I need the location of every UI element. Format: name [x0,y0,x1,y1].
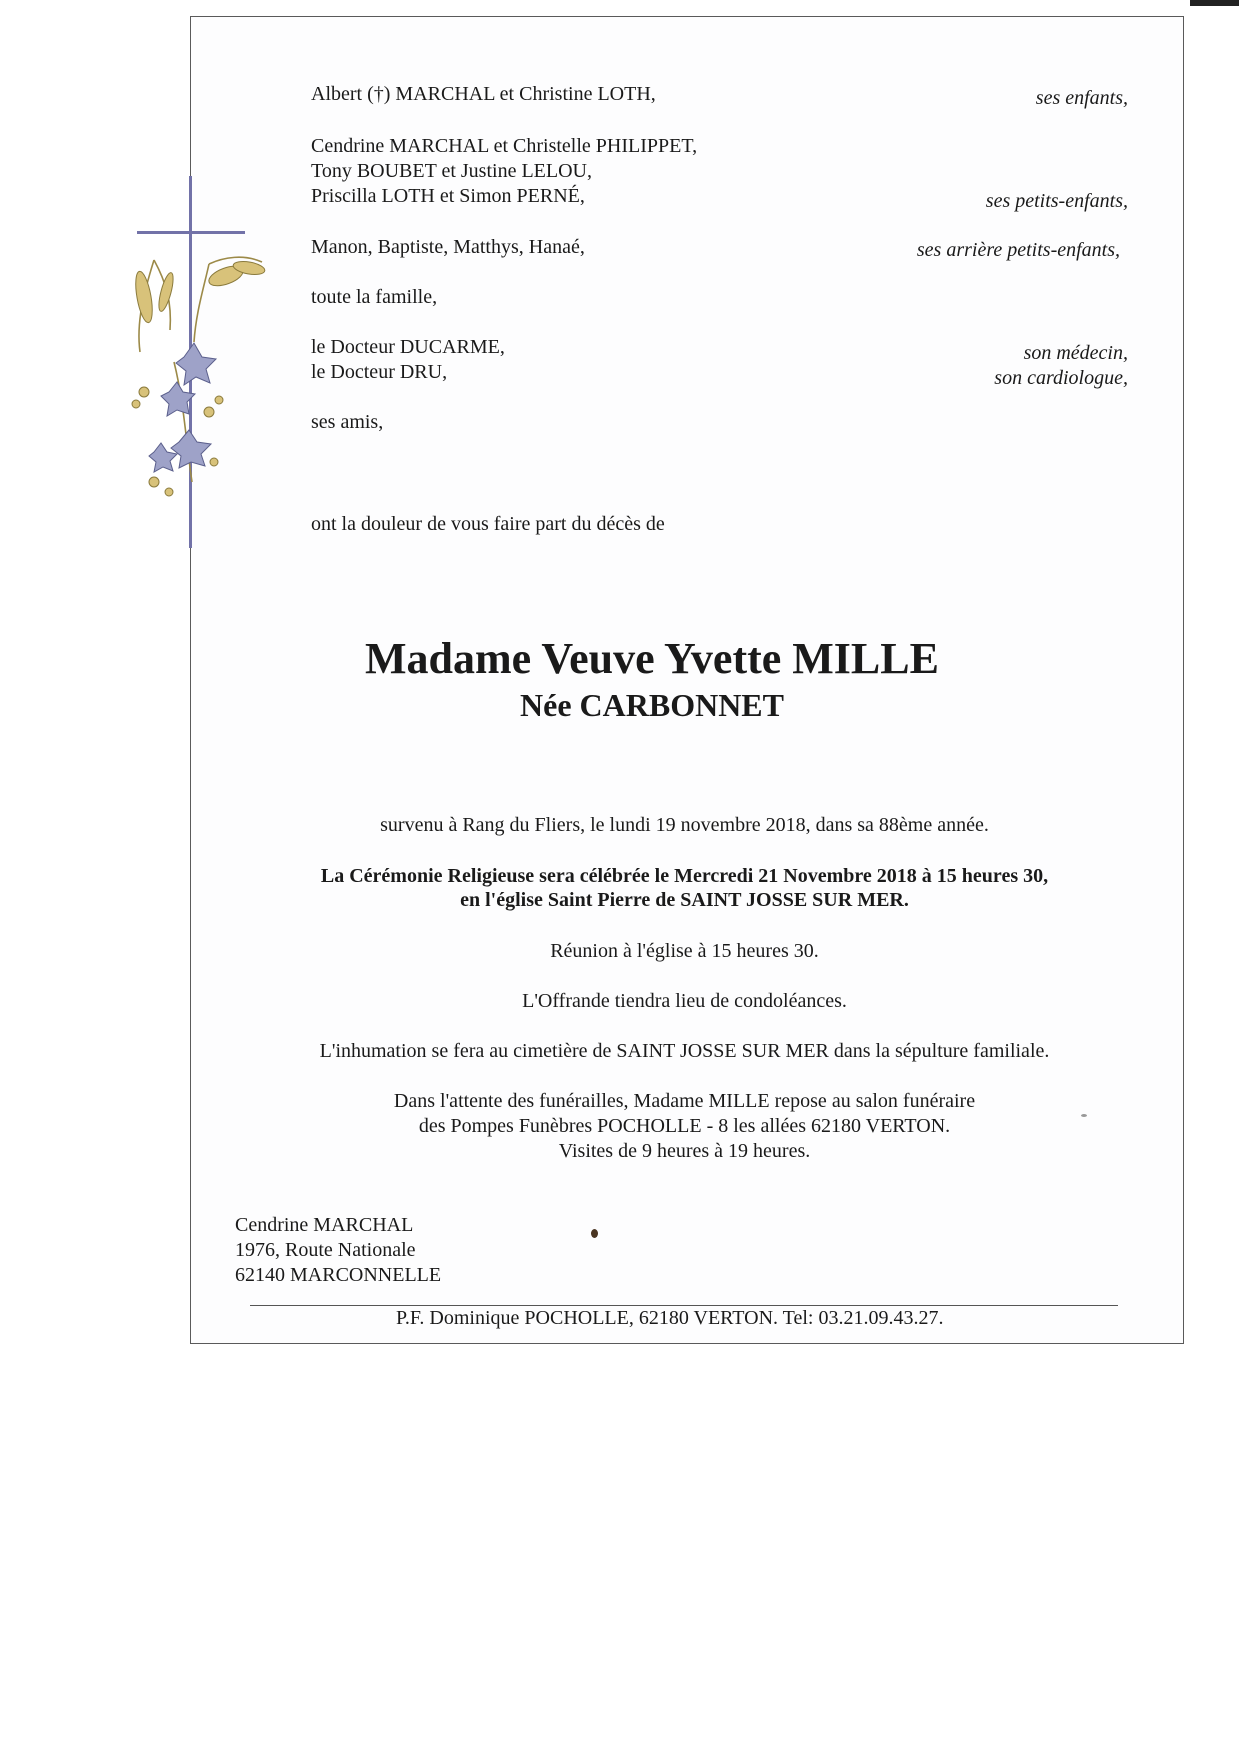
family-line: toute la famille, [311,286,438,308]
family-line: Cendrine MARCHAL et Christelle PHILIPPET, [311,135,698,157]
scan-speck [1081,1114,1087,1117]
scan-speck [591,1229,598,1238]
cross-arm [137,231,245,234]
family-line: Tony BOUBET et Justine LELOU, [311,160,592,182]
death-notice: survenu à Rang du Fliers, le lundi 19 novembre 2018, dans sa 88ème année. [380,814,989,836]
visitation-line: Visites de 9 heures à 19 heures. [558,1140,811,1162]
family-line: Albert (†) MARCHAL et Christine LOTH, [311,83,656,105]
contact-street: 1976, Route Nationale [235,1239,416,1261]
ceremony-line: en l'église Saint Pierre de SAINT JOSSE SUR MER. [460,889,909,911]
family-line: Manon, Baptiste, Matthys, Hanaé, [311,236,585,258]
floral-ornament-icon [114,252,284,517]
gathering-text: Réunion à l'église à 15 heures 30. [550,940,819,962]
maiden-name: Née CARBONNET [520,687,784,723]
visitation-line: Dans l'attente des funérailles, Madame MILLE repose au salon funéraire [393,1090,976,1112]
deceased-name: Madame Veuve Yvette MILLE [365,634,939,683]
relation-label: son médecin, [1023,342,1128,364]
family-line: le Docteur DRU, [311,361,448,383]
contact-city: 62140 MARCONNELLE [235,1264,442,1286]
ceremony-line: La Cérémonie Religieuse sera célébrée le Mercredi 21 Novembre 2018 à 15 heures 30, [320,865,1049,887]
relation-label: ses arrière petits-enfants, [916,239,1120,261]
relation-label: son cardiologue, [994,367,1128,389]
relation-label: ses enfants, [1035,87,1128,109]
intro-text: ont la douleur de vous faire part du décès de [311,513,665,535]
relation-label: ses petits-enfants, [985,190,1128,212]
burial-text: L'inhumation se fera au cimetière de SAINT JOSSE SUR MER dans la sépulture familiale. [319,1040,1050,1062]
family-line: ses amis, [311,411,384,433]
family-line: Priscilla LOTH et Simon PERNÉ, [311,185,585,207]
scan-edge-mark [1190,0,1239,6]
contact-name: Cendrine MARCHAL [235,1214,414,1236]
family-line: le Docteur DUCARME, [311,336,505,358]
funeral-home-footer: P.F. Dominique POCHOLLE, 62180 VERTON. Tel: 03.21.09.43.27. [396,1307,944,1329]
visitation-line: des Pompes Funèbres POCHOLLE - 8 les allées 62180 VERTON. [418,1115,951,1137]
offering-text: L'Offrande tiendra lieu de condoléances. [522,990,847,1012]
